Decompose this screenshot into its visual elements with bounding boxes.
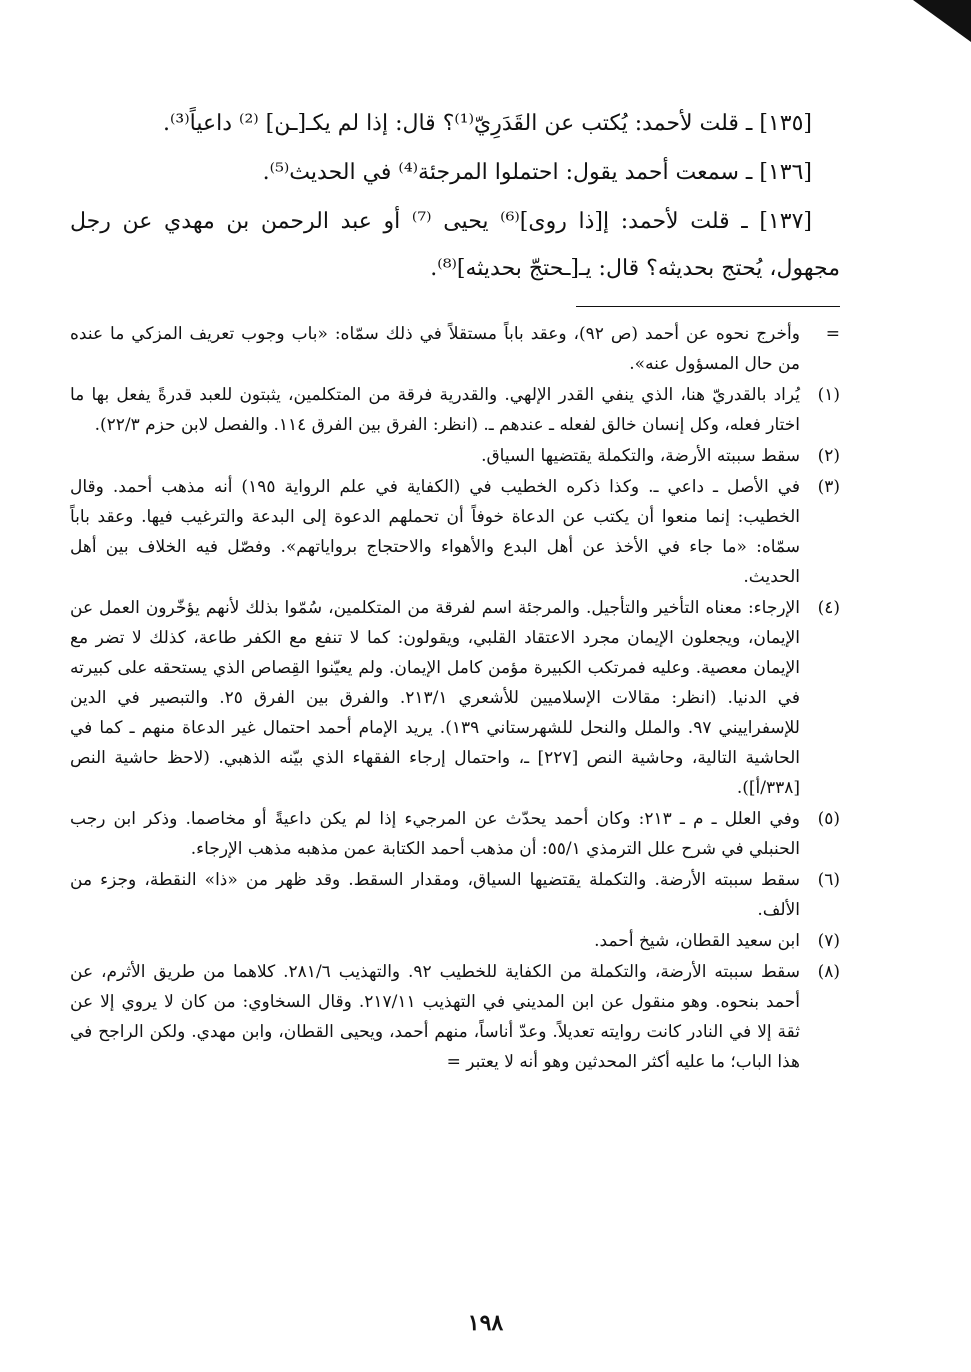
footnote-6 [70,865,840,925]
footnote-text: وأخرج نحوه عن أحمد (ص ٩٢)، وعقد باباً مستقلاً في ذلك سمّاه: «باب وجوب تعريف المزكي ما عنده من حال المسؤول عنه». [70,324,800,374]
footnote-text: ابن سعيد القطان، شيخ أحمد. [594,931,800,951]
footnote-8 [70,957,840,1077]
footnote-number: = [825,324,840,344]
page-body [70,100,840,1077]
corner-mark [913,0,971,42]
footnote-4 [70,593,840,803]
paragraph-136: [١٣٦] ـ سمعت أحمد يقول: احتملوا المرجئة⁽⁴⁾ في الحديث⁽⁵⁾. [262,160,812,185]
footnote-text: وفي العلل ـ م ـ ٢١٣: وكان أحمد يحدّث عن المرجيء إذا لم يكن داعيةً أو مخاصما. وذكر ابن رجب الحنبلي في شرح علل الترمذي ٥٥/١: أن مذهب أحمد الكتابة عمن مذهبه مذهب الإرجاء. [70,809,800,859]
paragraph-135: [١٣٥] ـ قلت لأحمد: يُكتب عن القَدَرِيّ⁽¹⁾؟ قال: إذا لم يكـ[ـن] ⁽²⁾ داعياً⁽³⁾. [163,111,812,136]
footnote-text: سقط سببته الأرضة، والتكملة يقتضيها السياق. [481,446,800,466]
footnote-number: (١) [817,385,840,405]
footnote-number: (٧) [817,931,840,951]
footnote-number: (٣) [817,477,840,497]
footnote-3 [70,472,840,592]
footnote-number: (٦) [817,870,840,890]
footnote-7 [70,926,840,956]
footnote-text: سقط سببته الأرضة، والتكملة من الكفاية للخطيب ٩٢. والتهذيب ٢٨١/٦. كلاهما من طريق الأثرم، عن أحمد بنحوه. وهو منقول عن ابن المديني في التهذيب ٢١٧/١١. وقال السخاوي: من كان لا يروي إلا عن ثقة إلا في النادر كانت روايته تعديلاً. وعدّ أناساً، منهم أحمد، ويحيى القطان، وابن مهدي. ولكن الراجح في هذا الباب؛ ما عليه أكثر المحدثين وهو أنه لا يعتبر = [70,962,801,1072]
footnotes [70,319,840,1077]
footnote-number: (٨) [817,962,840,982]
footnote-2 [70,441,840,471]
footnote-text: في الأصل ـ داعي ـ. وكذا ذكره الخطيب في (الكفاية في علم الرواية ١٩٥) أنه مذهب أحمد. وقال الخطيب: إنما منعوا أن يكتب عن الدعاة خوفاً أن تحملهم الدعوة إلى البدعة والترغيب فيها. وعقد باباً سمّاه: «ما جاء في الأخذ عن أهل البدع والأهواء والاحتجاج برواياتهم». وفصّل فيه الخلاف بين أهل الحديث. [70,477,800,587]
footnote-text: سقط سببته الأرضة. والتكملة يقتضيها السياق، ومقدار السقط. وقد ظهر من «ذا» النقطة، وجزء من الألف. [70,870,800,920]
footnote-number: (٥) [817,809,840,829]
paragraph-137: [١٣٧] ـ قلت لأحمد: إ[ذا روى]⁽⁶⁾ يحيى ⁽⁷⁾ أو عبد الرحمن بن مهدي عن رجل مجهول، يُحتج بحديثه؟ قال: يـ[ـحتجّ بحديثه]⁽⁸⁾. [70,209,840,281]
page-number: ١٩٨ [467,1310,504,1336]
footnote-number: (٢) [817,446,840,466]
main-text [70,100,840,292]
footnote-text: يُراد بالقدريّ هنا، الذي ينفي القدر الإلهي. والقدرية فرقة من المتكلمين، يثبتون للعبد قدرةً يفعل بها ما اختار فعله، وكل إنسان خالق لفعله ـ عندهم ـ. (انظر: الفرق بين الفرق ١١٤. والفصل لابن حزم ٢٢/٣). [70,385,800,435]
footnote-5 [70,804,840,864]
footnote-continuation [70,319,840,379]
footnote-number: (٤) [817,598,840,618]
footnote-text: الإرجاء: معناه التأخير والتأجيل. والمرجئة اسم لفرقة من المتكلمين، سُمّوا بذلك لأنهم يؤخّرون العمل عن الإيمان، ويجعلون الإيمان مجرد الاعتقاد القلبي، ويقولون: كما لا تنفع مع الكفر طاعة، كذلك لا تضر مع الإيمان معصية. وعليه فمرتكب الكبيرة مؤمن كامل الإيمان. ولم يعيّنوا القِصاص الذي يستحقه على كبيرته في الدنيا. (انظر: مقالات الإسلاميين للأشعري ٢١٣/١. والفرق بين الفرق ٢٥. والتبصير في الدين للإسفراييني ٩٧. والملل والنحل للشهرستاني ١٣٩). يريد الإمام أحمد احتمال غير الدعاة منهم ـ كما في الحاشية التالية، وحاشية النص [٢٢٧] ـ، واحتمال إرجاء الفقهاء الذي بيّنه الذهبي. (لاحظ حاشية النص [٣٣٨/أ]). [70,598,800,798]
footnote-1 [70,380,840,440]
footnote-separator [576,306,840,307]
